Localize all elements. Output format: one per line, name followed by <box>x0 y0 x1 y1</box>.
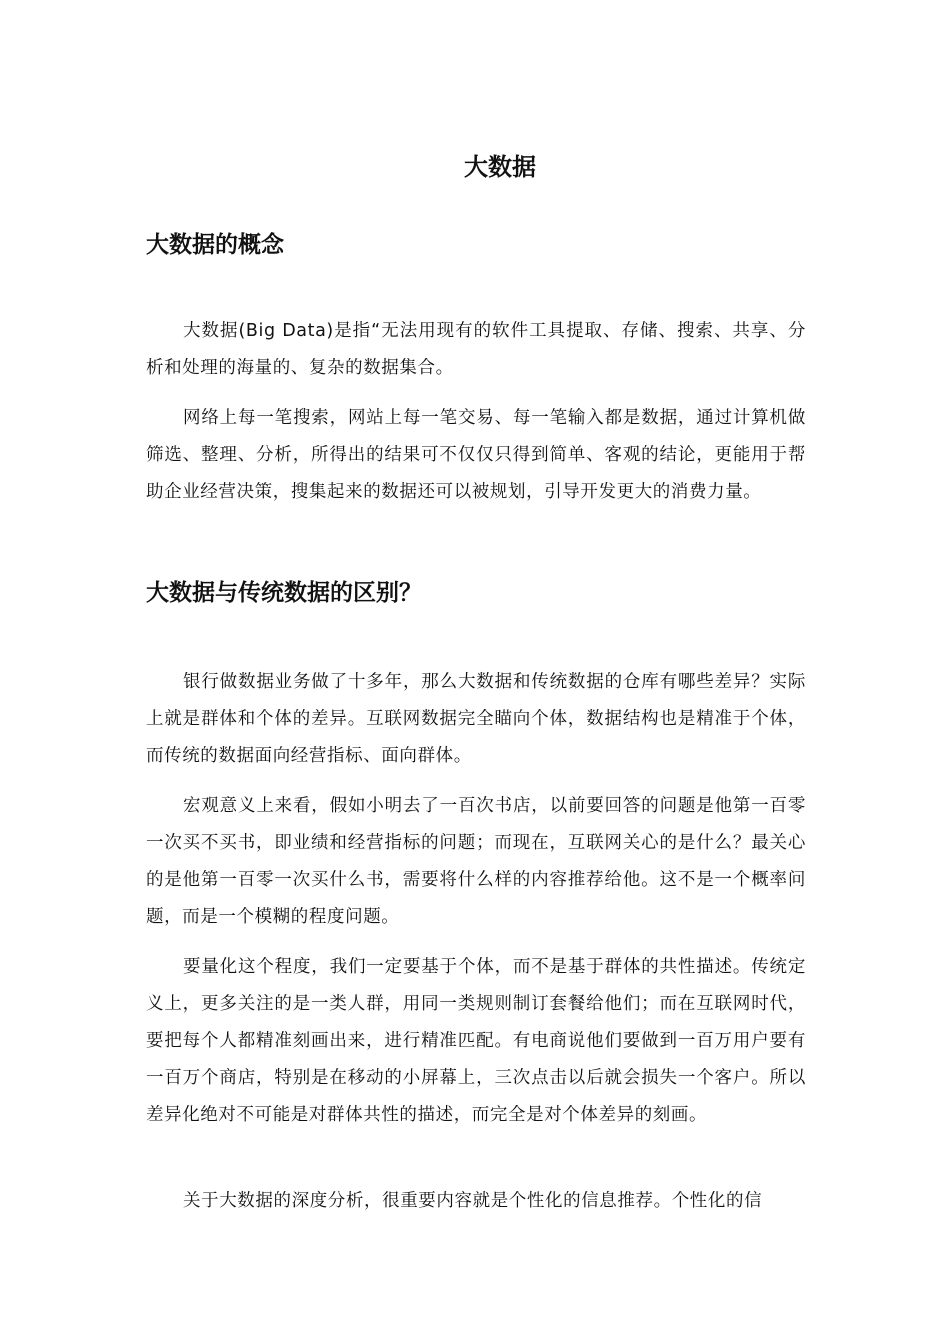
paragraph-bank-data: 银行做数据业务做了十多年，那么大数据和传统数据的仓库有哪些差异？实际上就是群体和个体的差异。互联网数据完全瞄向个体，数据结构也是精准于个体，而传统的数据面向经营指标、面向群体。 <box>146 672 806 766</box>
section-heading-concept: 大数据的概念 <box>146 232 284 258</box>
paragraph-quantify: 要量化这个程度，我们一定要基于个体，而不是基于群体的共性描述。传统定义上，更多关注的是一类人群，用同一类规则制订套餐给他们；而在互联网时代，要把每个人都精准刻画出来，进行精准匹配。有电商说他们要做到一百万用户要有一百万个商店，特别是在移动的小屏幕上，三次点击以后就会损失一个客户。所以差异化绝对不可能是对群体共性的描述，而完全是对个体差异的刻画。 <box>146 957 806 1125</box>
paragraph-macro-view: 宏观意义上来看，假如小明去了一百次书店，以前要回答的问题是他第一百零一次买不买书，即业绩和经营指标的问题；而现在，互联网关心的是什么？最关心的是他第一百零一次买什么书，需要将什么样的内容推荐给他。这不是一个概率问题，而是一个模糊的程度问题。 <box>146 796 806 927</box>
paragraph-definition: 大数据(Big Data)是指“无法用现有的软件工具提取、存储、搜索、共享、分析和处理的海量的、复杂的数据集合。 <box>146 321 806 378</box>
document-title: 大数据 <box>464 153 536 181</box>
paragraph-data-usage: 网络上每一笔搜索，网站上每一笔交易、每一笔输入都是数据，通过计算机做筛选、整理、分析，所得出的结果可不仅仅只得到简单、客观的结论，更能用于帮助企业经营决策，搜集起来的数据还可以被规划，引导开发更大的消费力量。 <box>146 408 806 502</box>
section-heading-difference: 大数据与传统数据的区别？ <box>146 580 422 606</box>
paragraph-deep-analysis: 关于大数据的深度分析，很重要内容就是个性化的信息推荐。个性化的信 <box>183 1191 763 1211</box>
